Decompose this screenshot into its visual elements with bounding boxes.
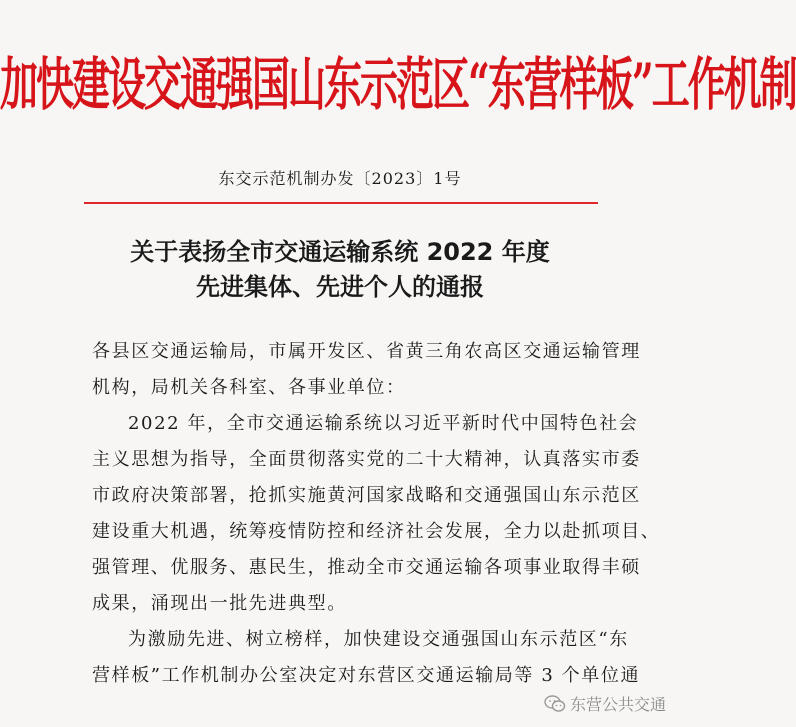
body-line: 主义思想为指导，全面贯彻落实党的二十大精神，认真落实市委: [92, 449, 641, 470]
document-number: 东交示范机制办发〔2023〕1号: [218, 169, 462, 188]
body-line: 机构，局机关各科室、各事业单位：: [92, 377, 406, 398]
body-line: 为激励先进、树立榜样，加快建设交通强国山东示范区“东: [128, 629, 629, 650]
body-line: 各县区交通运输局，市属开发区、省黄三角农高区交通运输管理: [92, 341, 641, 362]
red-header-title: 加快建设交通强国山东示范区“东营样板”工作机制: [0, 50, 796, 118]
body-line: 2022 年，全市交通运输系统以习近平新时代中国特色社会: [128, 413, 639, 434]
document-title-line1: 关于表扬全市交通运输系统 2022 年度: [130, 238, 550, 266]
wechat-icon: [544, 695, 566, 713]
document-title-line2: 先进集体、先进个人的通报: [196, 273, 484, 301]
body-line: 营样板”工作机制办公室决定对东营区交通运输局等 3 个单位通: [92, 665, 641, 686]
body-line: 强管理、优服务、惠民生，推动全市交通运输各项事业取得丰硕: [92, 557, 641, 578]
body-line: 市政府决策部署，抢抓实施黄河国家战略和交通强国山东示范区: [92, 485, 641, 506]
document-body: [92, 334, 661, 694]
body-line: 成果，涌现出一批先进典型。: [92, 593, 347, 614]
watermark-text: 东营公共交通: [569, 695, 666, 714]
body-line: 建设重大机遇，统筹疫情防控和经济社会发展，全力以赴抓项目、: [92, 521, 661, 542]
red-divider: [84, 202, 598, 204]
watermark-badge: [544, 692, 666, 715]
